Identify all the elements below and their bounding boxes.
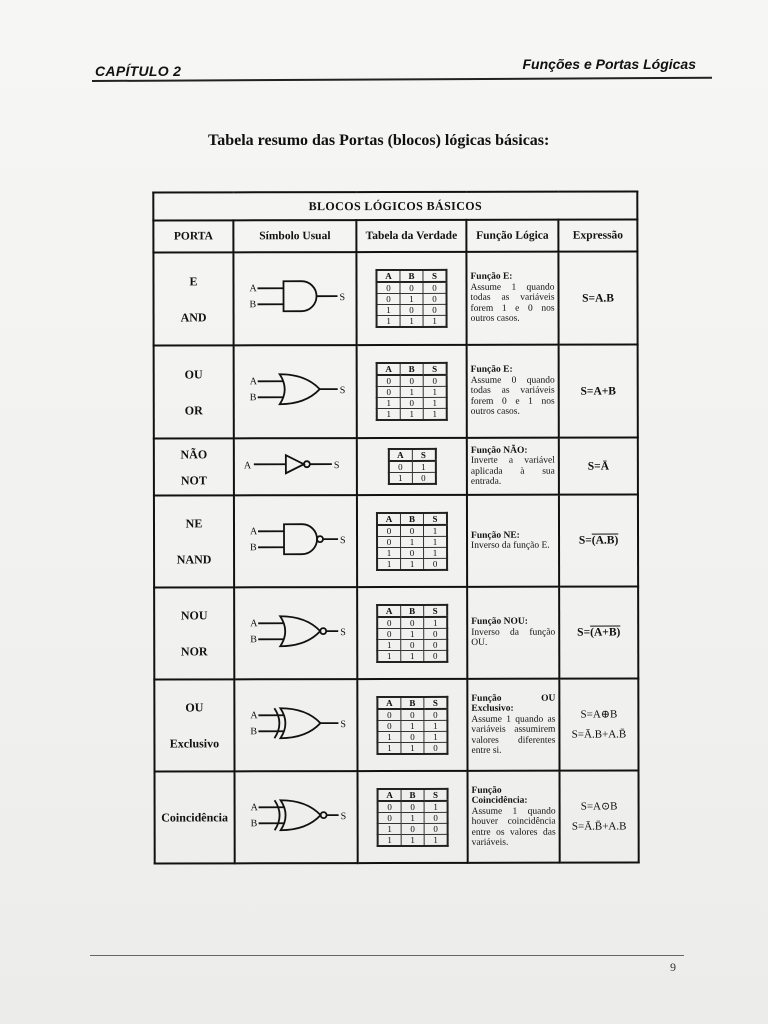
truth-table-cell [356,252,466,345]
truth-table-value: 1 [377,408,401,420]
truth-table-value: 0 [424,812,448,823]
expression-cell [559,344,638,437]
truth-table-value: 0 [401,731,424,742]
function-description: Assume 1 quando as variáveis assumirem valores diferentes entre si. [471,714,556,756]
truth-table-value: 0 [400,282,423,294]
col-header-truth-table: Tabela da Verdade [356,220,466,252]
truth-table-header: A [378,788,402,800]
truth-table-header: S [412,449,436,461]
gate-name: OU [184,366,203,381]
truth-table-value: 1 [424,720,448,731]
gate-pin-s: S [339,626,346,638]
gate-pin-a: A [249,525,257,537]
truth-table-value: 1 [401,834,424,846]
truth-table-value: 1 [377,650,401,662]
expression-cell [559,437,638,494]
nand-gate-icon [239,514,351,564]
truth-table-value: 1 [378,834,402,846]
expression: S=A+B [580,385,616,398]
function-description: Inverte a variável aplicada à sua entrada. [470,455,555,487]
truth-table-row [377,386,447,397]
and-gate-icon [239,271,351,321]
expression: S=A⊙B [580,800,618,813]
truth-table-row [377,558,447,570]
truth-table-value: 1 [401,742,424,754]
gate-name: Coincidência [161,810,228,825]
truth-table-value: 1 [424,616,448,628]
truth-table-value: 1 [377,547,401,558]
gate-row [154,586,638,679]
function-title: Função NOU: [471,616,528,628]
truth-table-row [377,616,447,628]
truth-table-row [377,408,447,420]
gate-pin-s: S [339,718,346,730]
truth-table-row [377,742,447,754]
truth-table-row [377,708,447,720]
function-description: Assume 1 quando todas as variáveis forem 1 e 0 nos outros casos. [470,282,555,325]
truth-table-value: 0 [400,397,423,408]
or-gate-icon [239,364,351,414]
gate-symbol-cell [234,345,357,438]
truth-table-value: 0 [401,800,424,812]
truth-table [376,695,448,754]
function-title: Função E: [470,272,513,283]
gate-name: NOU [180,608,208,623]
truth-table [377,787,449,846]
not-gate-icon [239,439,351,489]
function-description: Assume 1 quando houver coincidência entre os valores das variáveis. [471,806,556,848]
truth-table-row [377,375,447,387]
gate-pin-a: A [250,801,258,813]
gate-row [154,678,638,771]
gate-symbol-cell [235,771,358,863]
gate-name-cell [153,252,233,345]
function-cell [467,495,559,587]
truth-table-value: 0 [377,616,401,628]
gate-pin-s: S [340,810,346,822]
truth-table-value: 1 [400,386,423,397]
truth-table-value: 1 [401,812,424,823]
truth-table-header: B [401,696,424,708]
truth-table-value: 1 [424,731,448,742]
function-description: Inverso da função E. [471,540,550,551]
table-caption: BLOCOS LÓGICOS BÁSICOS [153,191,637,220]
gate-rows [153,251,638,863]
header-rule [92,77,712,82]
truth-table-value: 1 [424,536,448,547]
gate-row [155,770,639,863]
gate-name: NOR [180,644,208,659]
function-cell [467,438,559,495]
truth-table-row [377,524,447,536]
truth-table-value: 0 [401,616,424,628]
truth-table-value: 0 [400,524,423,536]
gate-pin-b: B [250,817,257,829]
truth-table-header: B [400,270,423,282]
expression-prefix: S= [578,534,592,547]
truth-table-value: 1 [401,558,424,570]
truth-table-value: 1 [401,536,424,547]
gate-name: Exclusivo [169,736,220,751]
function-description: Inverso da função OU. [471,627,556,649]
gate-pin-s: S [339,292,345,304]
gate-symbol-cell [234,587,357,679]
truth-table-header: S [424,696,448,708]
truth-table-value: 1 [377,315,401,327]
truth-table [376,362,448,421]
function-title: Função NÃO: [470,445,528,456]
truth-table-header: B [401,604,424,616]
page-title: Tabela resumo das Portas (blocos) lógicas básicas: [208,132,550,149]
truth-table-value: 0 [378,800,402,812]
truth-table-header: A [377,363,401,375]
gate-pin-a: A [249,709,258,721]
truth-table-header: B [400,512,423,524]
truth-table-row [388,461,435,473]
truth-table [376,511,448,570]
expression-cell [559,494,638,586]
truth-table-row [378,823,448,834]
expression-cell [559,678,638,770]
page-number: 9 [670,960,676,974]
expression: S=A⊕B [580,708,618,721]
gate-pin-a: A [248,283,257,295]
expression [560,530,637,550]
truth-table-header: A [388,449,412,461]
expression-cell [558,251,637,344]
truth-table-value: 1 [400,293,423,304]
truth-table-cell [357,587,467,679]
truth-table-header: A [377,696,401,708]
truth-table-value: 0 [424,558,448,570]
truth-table-value: 1 [401,650,424,662]
truth-table-value: 0 [377,708,401,720]
truth-table-header: A [377,512,401,524]
function-title: Função Coincidência: [471,785,528,806]
truth-table-value: 0 [377,524,401,536]
truth-table-value: 1 [400,408,423,420]
gate-name-cell [155,771,235,863]
function-title: Função E: [470,365,513,376]
truth-table-row [377,720,447,731]
truth-table-value: 1 [423,397,447,408]
truth-table-value: 1 [424,834,448,846]
truth-table-row [377,650,447,662]
function-cell [466,252,558,345]
nor-gate-icon [240,606,352,656]
truth-table-value: 1 [378,823,402,834]
gate-pin-b: B [249,725,257,737]
expression-cell [560,770,639,862]
truth-table-value: 1 [377,397,401,408]
function-cell [467,587,559,679]
expression [560,622,637,642]
expression: S=Ā.B̄+A.B [571,820,627,833]
truth-table-value: 0 [401,823,424,834]
truth-table-row [377,536,447,547]
truth-table-row [377,639,447,650]
truth-table-value: 0 [377,386,401,397]
truth-table-value: 0 [424,639,448,650]
truth-table-value: 0 [377,628,401,639]
truth-table-header: B [401,788,424,800]
truth-table-value: 1 [377,558,401,570]
truth-table-value: 0 [388,461,412,473]
truth-table-row [377,628,447,639]
truth-table-value: 0 [400,375,423,387]
truth-table-value: 0 [423,282,447,294]
col-header-porta: PORTA [153,220,233,252]
gate-name: NOT [180,472,207,487]
truth-table-value: 1 [377,731,401,742]
truth-table [387,448,436,485]
truth-table-value: 0 [400,304,423,315]
section-header: Funções e Portas Lógicas [522,56,696,72]
truth-table-row [376,282,446,294]
truth-table-row [378,834,448,846]
function-title: Função NE: [471,530,520,541]
gate-name: OU [185,700,204,715]
gate-name-cell [154,345,234,438]
truth-table-row [377,547,447,558]
gate-symbol-cell [233,252,356,345]
gate-pin-b: B [249,299,256,311]
truth-table-value: 0 [401,547,424,558]
gate-name: NAND [176,552,212,567]
function-title: Função OU Exclusivo: [471,693,556,714]
truth-table-value: 0 [377,720,401,731]
col-header-symbol: Símbolo Usual [233,220,356,252]
function-description: Assume 0 quando todas as variáveis forem 0 e 1 nos outros casos. [470,375,555,418]
expression: S=Ā.B+A.B̄ [571,728,627,741]
function-cell [468,771,560,863]
truth-table-value: 0 [423,375,447,387]
gate-name: E [189,273,198,288]
expression: S=A.B [582,292,614,305]
gate-pin-s: S [339,385,345,397]
truth-table-value: 1 [424,800,448,812]
col-header-function: Função Lógica [466,220,558,252]
gate-symbol-cell [234,438,357,495]
truth-table-value: 0 [377,536,401,547]
truth-table-header: S [423,512,447,524]
truth-table-value: 0 [401,708,424,720]
truth-table-cell [357,679,467,771]
truth-table-value: 1 [423,386,447,397]
gate-name: NÃO [180,446,208,461]
truth-table-value: 0 [424,708,448,720]
truth-table-value: 1 [412,461,436,473]
gate-name-cell [154,587,234,679]
truth-table-header: S [423,270,447,282]
gate-pin-s: S [339,534,346,546]
truth-table-cell [357,438,467,495]
truth-table-row [388,472,435,484]
truth-table-row [377,293,447,304]
truth-table-value: 1 [401,628,424,639]
truth-table-value: 1 [377,639,401,650]
truth-table-value: 0 [378,812,402,823]
function-cell [467,345,559,438]
truth-table-value: 0 [377,375,401,387]
truth-table [375,269,447,328]
truth-table-row [377,315,447,327]
gate-row [154,344,638,438]
gate-row [154,437,638,495]
truth-table-header: A [377,604,401,616]
chapter-header: CAPÍTULO 2 [95,63,182,79]
gate-pin-s: S [333,460,339,472]
truth-table-value: 1 [400,315,423,327]
logic-gates-table [152,190,639,864]
truth-table-header: S [424,604,448,616]
gate-name-cell [154,438,234,495]
truth-table-value: 0 [423,304,447,315]
gate-row [153,251,637,345]
gate-pin-b: B [249,392,256,404]
truth-table-value: 1 [377,304,401,315]
truth-table-cell [357,345,467,438]
gate-name-cell [154,679,234,771]
truth-table-value: 0 [424,650,448,662]
xor-gate-icon [240,698,352,748]
expression-negated-term: (A+B) [590,626,621,639]
truth-table-row [377,397,447,408]
gate-pin-b: B [249,633,257,645]
truth-table-value: 1 [423,315,447,327]
truth-table-value: 0 [424,823,448,834]
truth-table-value: 0 [424,742,448,754]
gate-row [154,494,638,587]
truth-table-value: 1 [388,472,412,484]
truth-table-value: 1 [423,408,447,420]
gate-name: OR [184,402,203,417]
expression-prefix: S= [577,626,591,639]
truth-table [376,603,448,662]
gate-pin-a: A [249,376,257,388]
footer-rule [90,955,684,956]
truth-table-header: S [423,363,447,375]
truth-table-value: 1 [401,720,424,731]
col-header-expression: Expressão [558,219,637,251]
gate-symbol-cell [234,679,357,771]
truth-table-value: 0 [376,282,400,294]
expression-cell [559,586,638,678]
gate-name: AND [180,309,207,324]
truth-table-value: 0 [423,293,447,304]
gate-symbol-cell [234,495,357,587]
gate-name: NE [185,516,203,531]
truth-table-value: 0 [377,293,401,304]
truth-table-cell [358,771,468,863]
truth-table-header: B [400,363,423,375]
truth-table-row [378,800,448,812]
gate-name-cell [154,495,234,587]
truth-table-row [377,304,447,315]
truth-table-value: 0 [412,472,436,484]
truth-table-value: 0 [424,628,448,639]
expression-negated-term: (A.B) [591,534,619,547]
xnor-gate-icon [240,790,352,840]
truth-table-value: 1 [377,742,401,754]
function-cell [467,679,559,771]
truth-table-value: 1 [424,547,448,558]
truth-table-header: A [376,270,400,282]
truth-table-value: 1 [423,524,447,536]
truth-table-value: 0 [401,639,424,650]
expression: S=Ā [587,460,610,473]
truth-table-cell [357,495,467,587]
gate-pin-a: A [243,460,251,472]
gate-pin-a: A [249,617,257,629]
truth-table-row [378,812,448,823]
gate-pin-b: B [249,541,257,553]
truth-table-header: S [424,788,448,800]
truth-table-row [377,731,447,742]
